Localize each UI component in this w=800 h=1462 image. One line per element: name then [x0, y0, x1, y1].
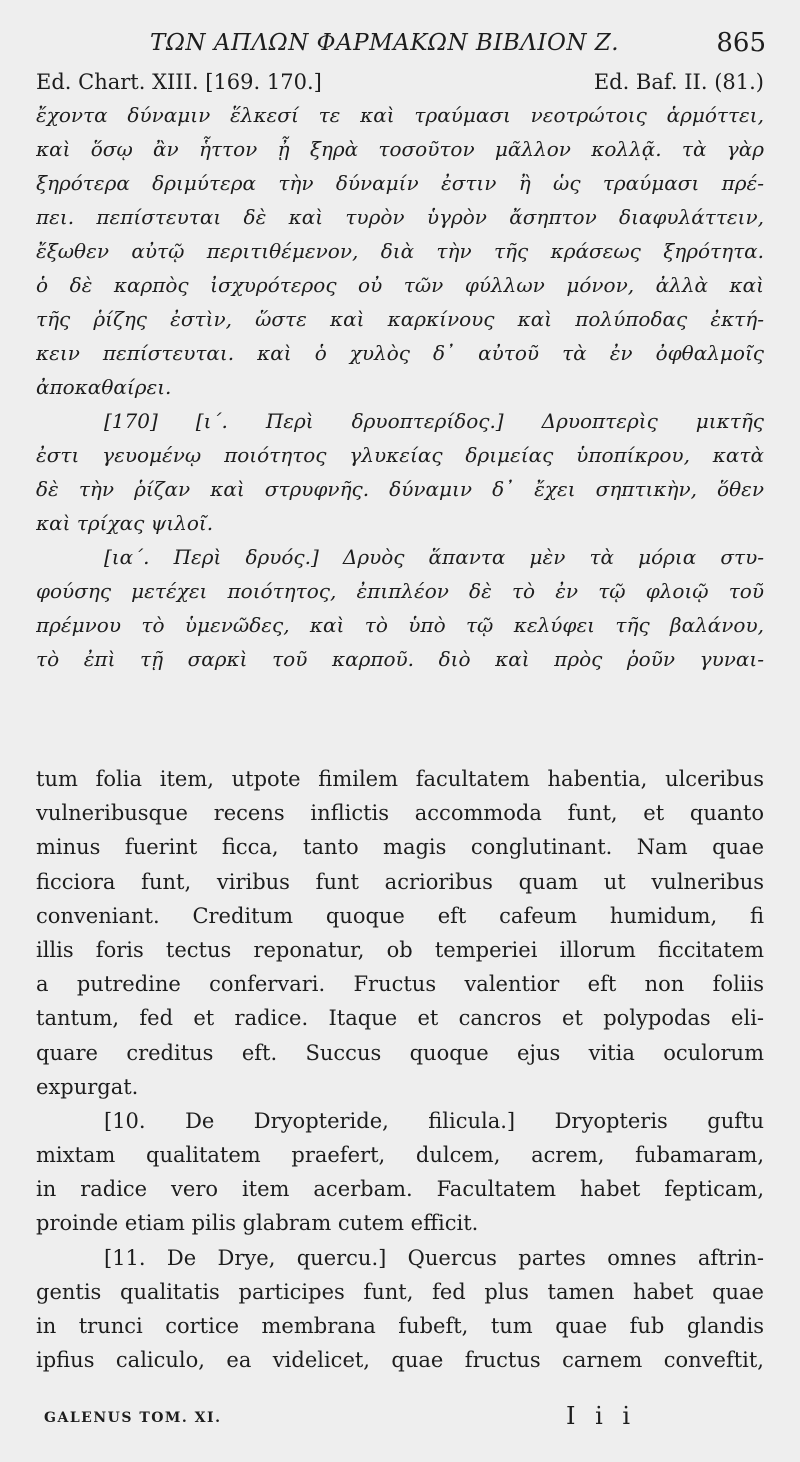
greek-line: τὸ ἐπὶ τῇ σαρκὶ τοῦ καρποῦ. διὸ καὶ πρὸς ῥοῦν γυναι- [36, 647, 764, 671]
latin-line: vulneribusque recens inflictis accommoda funt, et quanto [36, 801, 764, 826]
latin-line: minus fuerint ficca, tanto magis conglutinant. Nam quae [36, 835, 764, 860]
greek-line: φούσης μετέχει ποιότητος, ἐπιπλέον δὲ τὸ ἐν τῷ φλοιῷ τοῦ [36, 579, 764, 603]
latin-text-block [36, 762, 764, 1377]
greek-line: ξηρότερα δριμύτερα τὴν δύναμίν ἐστιν ἢ ὡς τραύμασι πρέ- [36, 171, 764, 195]
footer-signature-mark: I i i [566, 1402, 637, 1430]
greek-line: ἔξωθεν αὐτῷ περιτιθέμενον, διὰ τὴν τῆς κράσεως ξηρότητα. [36, 239, 764, 263]
greek-text-block [36, 98, 764, 676]
latin-line: illis foris tectus reponatur, ob temperiei illorum ficcitatem [36, 937, 764, 962]
running-head [0, 24, 800, 60]
running-title: ΤΩΝ ΑΠΛΩΝ ΦΑΡΜΑΚΩΝ ΒΙΒΛΙΟΝ Ζ. [150, 30, 620, 56]
latin-line: gentis qualitatis participes funt, fed plus tamen habet quae [36, 1279, 764, 1304]
greek-section-heading-line: [ια΄. Περὶ δρυός.] Δρυὸς ἅπαντα μὲν τὰ μόρια στυ- [104, 545, 764, 569]
latin-line: mixtam qualitatem praefert, dulcem, acrem, fubamaram, [36, 1143, 764, 1168]
greek-line: ἀποκαθαίρει. [36, 375, 172, 399]
latin-line: tantum, fed et radice. Itaque et cancros et polypodas eli- [36, 1006, 764, 1031]
latin-line: conveniant. Creditum quoque eft cafeum humidum, fi [36, 903, 764, 928]
footer-signature: GALENUS TOM. XI. [44, 1410, 222, 1426]
greek-line: πρέμνου τὸ ὑμενῶδες, καὶ τὸ ὑπὸ τῷ κελύφει τῆς βαλάνου, [36, 613, 764, 637]
greek-line: ὁ δὲ καρπὸς ἰσχυρότερος οὐ τῶν φύλλων μόνον, ἀλλὰ καὶ [36, 273, 764, 297]
edition-reference-line [36, 70, 764, 98]
greek-line: καὶ ὅσῳ ἂν ἧττον ᾖ ξηρὰ τοσοῦτον μᾶλλον κολλᾷ. τὰ γὰρ [36, 137, 764, 161]
latin-line: proinde etiam pilis glabram cutem efficit. [36, 1211, 479, 1236]
latin-line: in trunci cortice membrana fubeft, tum quae fub glandis [36, 1314, 764, 1338]
greek-line: ἐστι γευομένῳ ποιότητος γλυκείας δριμείας ὑποπίκρου, κατὰ [36, 443, 764, 467]
greek-line: καὶ τρίχας ψιλοῖ. [36, 511, 214, 535]
latin-line: expurgat. [36, 1074, 139, 1099]
edition-chartier-reference: Ed. Chart. XIII. [169. 170.] [36, 70, 322, 94]
latin-line: ipfius caliculo, ea videlicet, quae fructus carnem conveftit, [36, 1348, 764, 1373]
greek-line: τῆς ῥίζης ἐστὶν, ὥστε καὶ καρκίνους καὶ πολύποδας ἐκτή- [36, 307, 764, 331]
page-number: 865 [716, 28, 766, 58]
latin-line: a putredine confervari. Fructus valentior eft non foliis [36, 972, 764, 997]
latin-line: in radice vero item acerbam. Facultatem habet fepticam, [36, 1177, 764, 1202]
latin-line: quare creditus eft. Succus quoque ejus vitia oculorum [36, 1040, 764, 1065]
greek-line: κειν πεπίστευται. καὶ ὁ χυλὸς δ᾽ αὐτοῦ τὰ ἐν ὀφθαλμοῖς [36, 341, 764, 365]
edition-basel-reference: Ed. Baf. II. (81.) [593, 70, 764, 94]
greek-line: ἔχοντα δύναμιν ἕλκεσί τε καὶ τραύμασι νεοτρώτοις ἁρμόττει, [36, 103, 764, 127]
latin-line: tum folia item, utpote fimilem facultatem habentia, ulceribus [36, 767, 764, 791]
latin-section-heading-line: [11. De Drye, quercu.] Quercus partes omnes aftrin- [104, 1245, 764, 1270]
greek-section-heading-line: [170] [ι΄. Περὶ δρυοπτερίδος.] Δρυοπτερὶς μικτῆς [104, 409, 764, 433]
latin-line: ficciora funt, viribus funt acrioribus quam ut vulneribus [36, 869, 764, 894]
greek-line: πει. πεπίστευται δὲ καὶ τυρὸν ὑγρὸν ἄσηπτον διαφυλάττειν, [36, 205, 764, 229]
greek-line: δὲ τὴν ῥίζαν καὶ στρυφνῆς. δύναμιν δ᾽ ἔχει σηπτικὴν, ὅθεν [36, 477, 764, 501]
latin-section-heading-line: [10. De Dryopteride, filicula.] Dryopteris guftu [104, 1108, 764, 1133]
